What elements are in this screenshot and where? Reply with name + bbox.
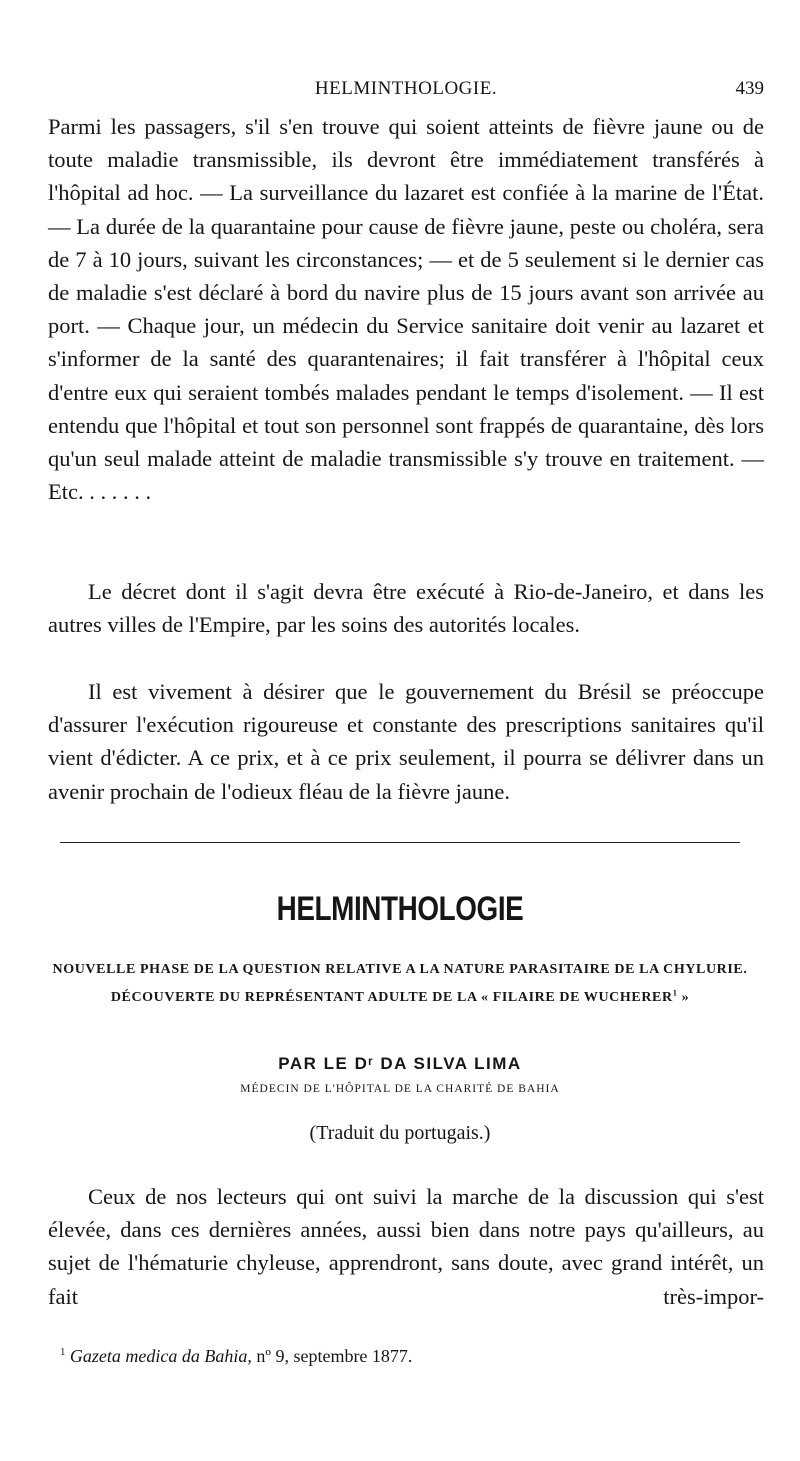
footnote-details: nº 9, septembre 1877.	[251, 1346, 413, 1366]
running-header	[48, 74, 764, 104]
paragraph-conclusion: Il est vivement à désirer que le gouvernement du Brésil se préoccupe d'assurer l'exécution rigoureuse et constante des prescriptions sanitaires qu'il vient d'édicter. A ce prix, et à ce prix seulement, il pourra se délivrer dans un avenir prochain de l'odieux fléau de la fièvre jaune.	[48, 679, 764, 804]
subtitle-line-2	[30, 990, 770, 1006]
decree-text	[48, 575, 764, 641]
section-title: HELMINTHOLOGIE	[276, 890, 524, 928]
paragraph-quarantine: Parmi les passagers, s'il s'en trouve qui soient atteints de fièvre jaune ou de toute maladie transmissible, ils devront être immédiatement transférés à l'hôpital ad hoc. — La surveillance du lazaret est confiée à la marine de l'État. — La durée de la quarantaine pour cause de fièvre jaune, peste ou choléra, sera de 7 à 10 jours, suivant les circonstances; — et de 5 seulement si le dernier cas de maladie s'est déclaré à bord du navire plus de 15 jours avant son arrivée au port. — Chaque jour, un médecin du Service sanitaire doit venir au lazaret et s'informer de la santé des quarantenaires; il fait transférer à l'hôpital ceux d'entre eux qui seraient tombés malades pendant le temps d'isolement. — Il est entendu que l'hôpital et tout son personnel sont frappés de quarantaine, dès lors qu'un seul malade atteint de maladie transmissible s'y trouve en traitement. — Etc. . . . . . .	[48, 114, 764, 505]
subtitle-line-2-close: »	[677, 990, 690, 1005]
footnote	[60, 1343, 760, 1369]
footnote-source: Gazeta medica da Bahia,	[69, 1346, 252, 1366]
author-line: PAR LE Dʳ DA SILVA LIMA	[278, 1054, 522, 1073]
paragraph-article-intro: Ceux de nos lecteurs qui ont suivi la marche de la discussion qui s'est élevée, dans ces dernières années, aussi bien dans notre pays qu'ailleurs, au sujet de l'hématurie chyleuse, apprendront, sans doute, avec grand intérêt, un fait très-impor-	[48, 1184, 764, 1309]
footnote-number: 1	[60, 1346, 66, 1358]
running-title: HELMINTHOLOGIE.	[314, 78, 498, 99]
conclusion-text	[48, 675, 764, 808]
quarantine-text	[48, 110, 764, 508]
section-divider	[60, 842, 740, 843]
article-body	[48, 1180, 764, 1313]
subtitle-line-2-text: DÉCOUVERTE DU REPRÉSENTANT ADULTE DE LA « FILAIRE DE WUCHERER	[110, 990, 673, 1005]
translation-note: (Traduit du portugais.)	[309, 1122, 491, 1144]
author-affiliation: MÉDECIN DE L'HÔPITAL DE LA CHARITÉ DE BAHIA	[240, 1083, 560, 1095]
paragraph-decree: Le décret dont il s'agit devra être exécuté à Rio-de-Janeiro, et dans les autres villes de l'Empire, par les soins des autorités locales.	[48, 579, 764, 638]
footnote-marker: 1	[672, 988, 678, 998]
page-number: 439	[735, 78, 764, 99]
subtitle-line-1: NOUVELLE PHASE DE LA QUESTION RELATIVE A LA NATURE PARASITAIRE DE LA CHYLURIE.	[52, 962, 748, 977]
